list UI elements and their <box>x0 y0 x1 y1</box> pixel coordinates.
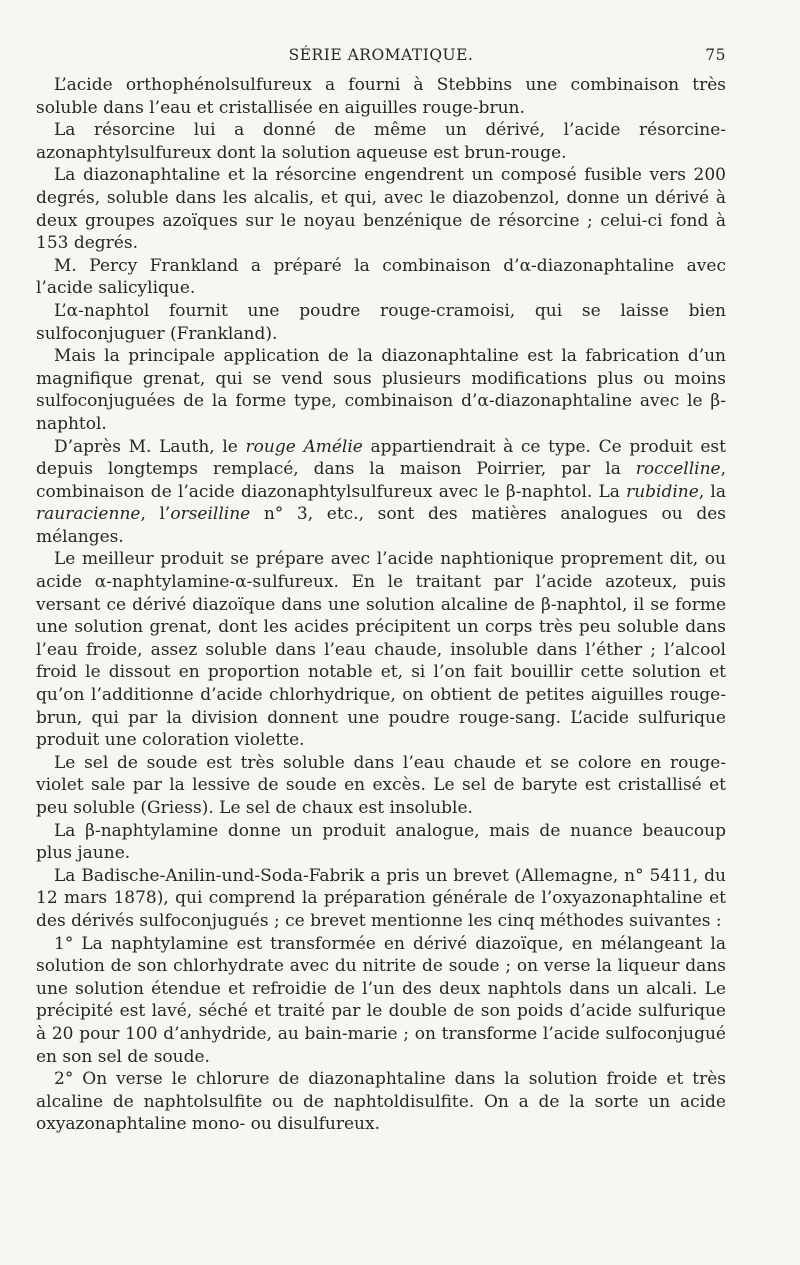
text-run: La diazonaphtaline et la résorcine engendrent un composé fusible vers 200 degrés, soluble dans les alcalis, et qui, avec le diazobenzol, donne un dérivé à deux groupes azoïques sur le noyau benzénique de résorcine ; celui-ci fond à 153 degrés. <box>36 165 726 254</box>
text-run: 2° On verse le chlorure de diazonaphtaline dans la solution froide et très alcaline de naphtolsulfite ou de naphtoldisulfite. On a de la sorte un acide oxyazonaphtaline mono- ou disulfureux. <box>36 1069 726 1135</box>
text-run: Le meilleur produit se prépare avec l’acide naphtionique proprement dit, ou acide α-naphtylamine-α-sulfureux. En le traitant par l’acide azoteux, puis versant ce dérivé diazoïque dans une solution alcaline de β-naphtol, il se forme une solution grenat, dont les acides précipitent un corps très peu soluble dans l’eau froide, assez soluble dans l’eau chaude, insoluble dans l’éther ; l’alcool froid le dissout en proportion notable et, si l’on fait bouillir cette solution et qu’on l’additionne d’acide chlorhydrique, on obtient de petites aiguilles rouge-brun, qui par la division donnent une poudre rouge-sang. L’acide sulfurique produit une coloration violette. <box>36 549 726 751</box>
paragraph <box>36 1068 726 1136</box>
paragraph <box>36 436 726 549</box>
text-run: La Badische-Anilin-und-Soda-Fabrik a pris un brevet (Allemagne, n° 5411, du 12 mars 1878), qui comprend la préparation générale de l’oxyazonaphtaline et des dérivés sulfoconjugués ; ce brevet mentionne les cinq méthodes suivantes : <box>36 865 726 931</box>
running-head <box>36 46 726 70</box>
text-run: La β-naphtylamine donne un produit analogue, mais de nuance beaucoup plus jaune. <box>36 820 726 864</box>
text-run: , combinaison de l’acide diazonaphtylsulfureux avec le β-naphtol. La <box>36 459 726 502</box>
text-run: L’α-naphtol fournit une poudre rouge-cramoisi, qui se laisse bien sulfoconjuguer (Frankland). <box>36 300 726 344</box>
paragraph <box>36 119 726 164</box>
text-run: D’après M. Lauth, le <box>54 436 246 457</box>
italic-term: roccelline <box>635 459 721 480</box>
text-run: , la <box>698 481 726 502</box>
body-text <box>36 74 726 1136</box>
paragraph <box>36 255 726 300</box>
text-run: appartiendrait à ce type. Ce produit est depuis longtemps remplacé, dans la maison Poirrier, par la <box>36 436 726 480</box>
text-run: L’acide orthophénolsulfureux a fourni à Stebbins une combinaison très soluble dans l’eau et cristallisée en aiguilles rouge-brun. <box>36 75 726 118</box>
italic-term: rauracienne <box>36 504 141 525</box>
italic-term: rubidine <box>626 481 699 502</box>
text-run: La résorcine lui a donné de même un dérivé, l’acide résorcine-azonaphtylsulfureux dont la solution aqueuse est brun-rouge. <box>36 120 726 163</box>
text-run: , l’ <box>140 504 171 525</box>
text-run: Mais la principale application de la diazonaphtaline est la fabrication d’un magnifique grenat, qui se vend sous plusieurs modifications plus ou moins sulfoconjuguées de la forme type, combinaison d’α-diazonaphtaline avec le β-naphtol. <box>36 346 726 434</box>
paragraph <box>36 164 726 254</box>
paragraph <box>36 865 726 933</box>
italic-term: orseilline <box>170 504 251 525</box>
text-run: M. Percy Frankland a préparé la combinaison d’α-diazonaphtaline avec l’acide salicylique. <box>36 255 726 299</box>
paragraph <box>36 74 726 119</box>
paragraph <box>36 345 726 435</box>
italic-term: rouge Amélie <box>245 436 363 457</box>
page-number: 75 <box>705 46 726 64</box>
text-run: 1° La naphtylamine est transformée en dérivé diazoïque, en mélangeant la solution de son chlorhydrate avec du nitrite de soude ; on verse la liqueur dans une solution étendue et refroidie de l’un des deux naphtols dans un alcali. Le précipité est lavé, séché et traité par le double de son poids d’acide sulfurique à 20 pour 100 d’anhydride, au bain-marie ; on transforme l’acide sulfoconjugué en son sel de soude. <box>36 933 726 1067</box>
paragraph <box>36 752 726 820</box>
paragraph <box>36 933 726 1069</box>
text-run: Le sel de soude est très soluble dans l’eau chaude et se colore en rouge-violet sale par la lessive de soude en excès. Le sel de baryte est cristallisé et peu soluble (Griess). Le sel de chaux est insoluble. <box>36 752 726 818</box>
text-run: n° 3, etc., sont des matières analogues ou des mélanges. <box>36 504 726 547</box>
paragraph <box>36 300 726 345</box>
paragraph <box>36 820 726 865</box>
paragraph <box>36 548 726 751</box>
running-title: SÉRIE AROMATIQUE. <box>288 46 474 64</box>
